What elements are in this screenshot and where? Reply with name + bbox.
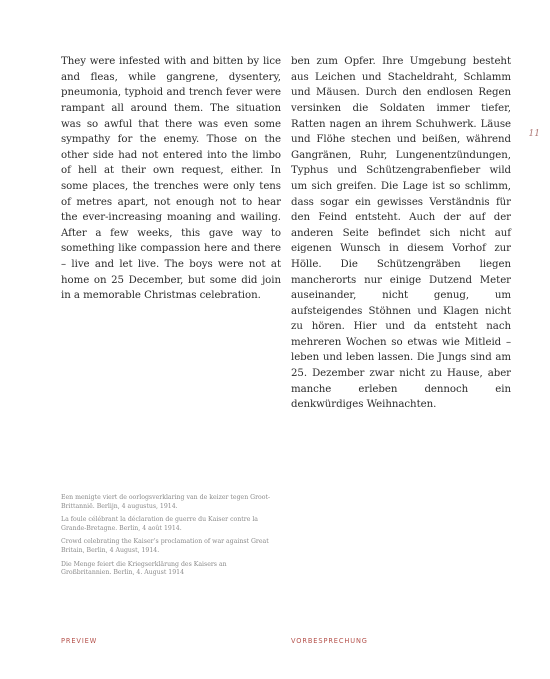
english-body-text: They were infested with and bitten by lice and fleas, while gangrene, dysentery, pneumonia, typhoid and trench fever were rampant all around them. The situation was so awful that there was even some sympathy for the enemy. Those on the other side had not entered into the limbo of hell at their own request, either. In some places, the trenches were only tens of metres apart, not enough not to hear the ever-increasing moaning and wailing. After a few weeks, this gave way to something like compassion here and there – live and let live. The boys were not at home on 25 December, but some did join in a memorable Christmas celebration. [61,56,281,302]
german-body-text: ben zum Opfer. Ihre Umgebung besteht aus Leichen und Stacheldraht, Schlamm und Mäusen. Durch den endlosen Regen versinken die Soldaten immer tiefer, Ratten nagen an ihrem Schuhwerk. Läuse und Flöhe stechen und beißen, während Gangränen, Ruhr, Lungenentzündungen, Typhus und Schützengrabenfieber wild um sich greifen. Die Lage ist so schlimm, dass sogar ein gewisses Verständnis für den Feind entsteht. Auch der auf der anderen Seite befindet sich nicht auf eigenen Wunsch in diesem Vorhof zur Hölle. Die Schützengräben liegen mancherorts nur einige Dutzend Meter auseinander, nicht genug, um aufsteigendes Stöhnen und Klagen nicht zu hören. Hier und da entsteht nach mehreren Wochen so etwas wie Mitleid – leben und leben lassen. Die Jungs sind am 25. Dezember zwar nicht zu Hause, aber manche erleben dennoch ein denkwürdiges Weihnachten. [291,56,511,411]
caption-german: Die Menge feiert die Kriegserklärung des Kaisers an Großbritannien. Berlin, 4. August 1914 [61,560,227,577]
photo-captions [61,494,271,583]
caption-french: La foule célébrant la déclaration de guerre du Kaiser contre la Grande-Bretagne. Berlin, 4 août 1914. [61,516,258,532]
caption-english: Crowd celebrating the Kaiser’s proclamation of war against Great Britain, Berlin, 4 August, 1914. [61,538,269,554]
page-number: 11 [528,129,540,139]
caption-dutch: Een menigte viert de oorlogsverklaring van de keizer tegen Groot-Brittannië. Berlijn, 4 augustus, 1914. [61,494,271,510]
footer-label-right: VORBESPRECHUNG [291,637,368,645]
footer-label-left: PREVIEW [61,637,98,645]
